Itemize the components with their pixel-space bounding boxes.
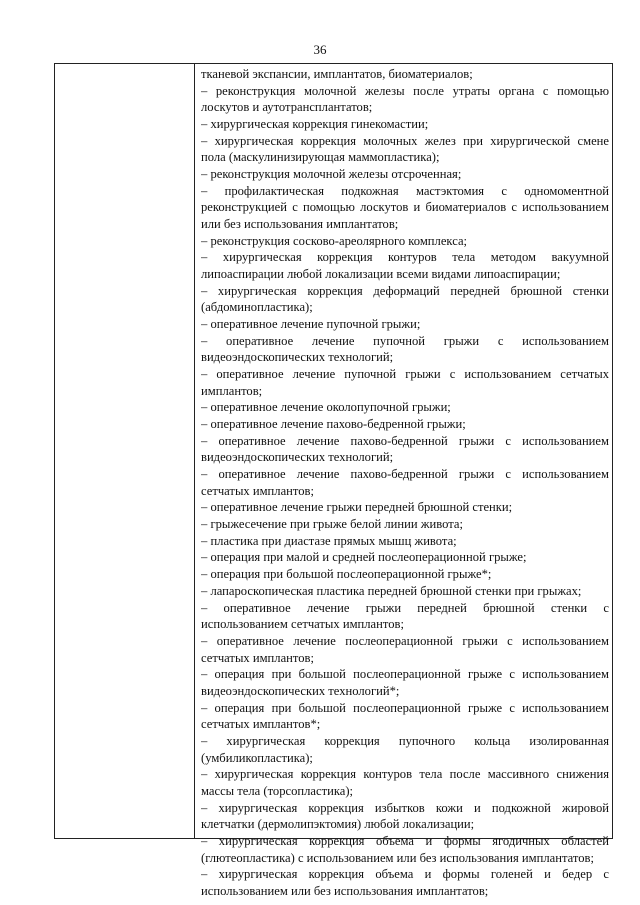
text-line: липоаспирации любой локализации всеми видами липоаспирации; [201, 267, 561, 282]
text-line: – реконструкция молочной железы отсроченная; [201, 167, 462, 182]
text-line: – хирургическая коррекция избытков кожи и подкожной жировой [201, 800, 609, 815]
text-line: – пластика при диастазе прямых мышц живота; [201, 533, 457, 548]
text-line: пола (маскулинизирующая маммопластика); [201, 150, 440, 165]
text-line: – хирургическая коррекция объема и формы голеней и бедер с [201, 867, 609, 882]
text-line: или без использования имплантатов; [201, 217, 399, 232]
text-line: сетчатых имплантов; [201, 483, 314, 498]
text-line: – хирургическая коррекция пупочного кольца изолированная [201, 733, 609, 748]
text-line: реконструкцией с помощью лоскутов и биоматериалов с использованием [201, 200, 609, 215]
text-line: – оперативное лечение грыжи передней брюшной стенки с [201, 600, 609, 615]
text-line: – оперативное лечение околопупочной грыжи; [201, 400, 451, 415]
text-line: – оперативное лечение пупочной грыжи с использованием [201, 333, 609, 348]
text-line: сетчатых имплантов; [201, 650, 314, 665]
text-line: – профилактическая подкожная мастэктомия с одномоментной [201, 183, 609, 198]
text-line: – реконструкция сосково-ареолярного комплекса; [201, 233, 468, 248]
text-line: лоскутов и аутотрансплантатов; [201, 100, 373, 115]
text-line: массы тела (торсопластика); [201, 783, 354, 798]
text-line: (абдоминопластика); [201, 300, 313, 315]
procedures-cell [201, 66, 609, 900]
text-line: – хирургическая коррекция гинекомастии; [201, 117, 429, 132]
text-line: – оперативное лечение грыжи передней брюшной стенки; [201, 500, 513, 515]
text-line: – грыжесечение при грыже белой линии живота; [201, 517, 463, 532]
text-line: – операция при малой и средней послеоперационной грыже; [201, 550, 527, 565]
text-line: – лапароскопическая пластика передней брюшной стенки при грыжах; [201, 583, 582, 598]
text-line: использованием сетчатых имплантов; [201, 617, 404, 632]
text-line: – хирургическая коррекция контуров тела методом вакуумной [201, 250, 609, 265]
text-line: клетчатки (дермолипэктомия) любой локализации; [201, 817, 475, 832]
text-line: – хирургическая коррекция объема и формы ягодичных областей [201, 833, 609, 848]
text-line: – хирургическая коррекция контуров тела после массивного снижения [201, 767, 609, 782]
text-line: – оперативное лечение послеоперационной грыжи с использованием [201, 633, 609, 648]
text-line: – операция при большой послеоперационной грыже с использованием [201, 667, 609, 682]
text-line: использованием или без использования имплантатов; [201, 883, 489, 898]
text-line: – хирургическая коррекция молочных желез при хирургической смене [201, 133, 609, 148]
text-line: – реконструкция молочной железы после утраты органа с помощью [201, 83, 609, 98]
document-table [54, 63, 613, 898]
text-line: тканевой экспансии, имплантатов, биоматериалов; [201, 67, 473, 81]
text-line: (умбиликопластика); [201, 750, 313, 765]
text-line: – оперативное лечение пупочной грыжи; [201, 317, 421, 332]
text-line: (глютеопластика) с использованием или без использования имплантатов; [201, 850, 594, 865]
text-line: – оперативное лечение пахово-бедренной грыжи; [201, 417, 466, 432]
text-line: видеоэндоскопических технологий*; [201, 683, 400, 698]
text-line: – операция при большой послеоперационной грыже*; [201, 567, 492, 582]
text-line: имплантов; [201, 383, 263, 398]
text-line: видеоэндоскопических технологий; [201, 450, 394, 465]
text-line: – хирургическая коррекция деформаций передней брюшной стенки [201, 283, 609, 298]
text-line: видеоэндоскопических технологий; [201, 350, 394, 365]
text-line: сетчатых имплантов*; [201, 717, 321, 732]
text-line: – оперативное лечение пахово-бедренной грыжи с использованием [201, 467, 609, 482]
text-line: – оперативное лечение пупочной грыжи с использованием сетчатых [201, 367, 609, 382]
column-divider [194, 64, 195, 838]
text-line: – оперативное лечение пахово-бедренной грыжи с использованием [201, 433, 609, 448]
page-number: 36 [313, 42, 327, 57]
text-line: – операция при большой послеоперационной грыже с использованием [201, 700, 609, 715]
